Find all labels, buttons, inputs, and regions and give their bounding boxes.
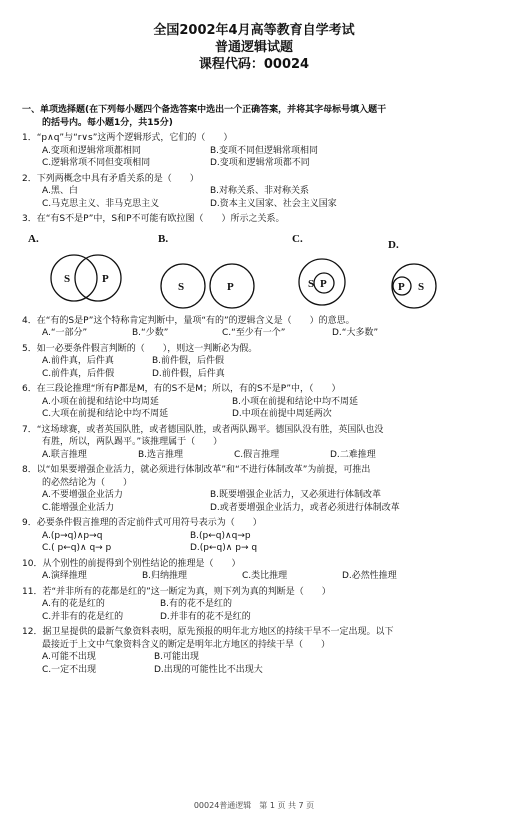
option-b: B.小项在前提和结论中均不周延	[232, 396, 359, 407]
question-1	[22, 132, 492, 170]
question-stem: 7．“这场球赛，或者英国队胜，或者德国队胜，或者两队踢平。德国队没有胜，英国队也没	[22, 424, 384, 435]
option-d: D.(p←q)∧ p→ q	[190, 543, 258, 553]
question-7	[22, 424, 492, 462]
option-b: B.有的花不是红的	[160, 599, 233, 609]
diagram-c-label: C.	[292, 232, 303, 245]
option-d: D.“大多数”	[332, 328, 379, 338]
option-a: A.有的花是红的	[42, 599, 105, 609]
question-stem: 12．据卫星提供的最新气象资料表明，原先预报的明年北方地区的持续干旱不一定出现。以下	[22, 627, 394, 637]
option-d: D.必然性推理	[342, 571, 397, 581]
question-5	[22, 343, 492, 381]
option-a: A.(p→q)∧p→q	[42, 530, 103, 541]
euler-diagrams-svg	[22, 230, 492, 312]
diagram-a-circle-s	[51, 255, 97, 301]
euler-diagrams	[22, 230, 492, 312]
question-stem: 11．若“并非所有的花都是红的”这一断定为真，则下列为真的判断是（ ）	[22, 586, 331, 597]
question-stem-continued: 有胜，所以，两队踢平。”该推理属于（ ）	[42, 437, 223, 447]
diagram-d-s: S	[418, 280, 425, 293]
option-b: B.可能出现	[154, 652, 200, 662]
question-stem-continued: 最接近于上文中气象资料含义的断定是明年北方地区的持续干旱（ ）	[42, 639, 331, 650]
option-a: A.可能不出现	[42, 652, 96, 662]
option-b: B.选言推理	[138, 449, 184, 460]
question-stem: 5．如一必要条件假言判断的（ ），则这一判断必为假。	[22, 343, 258, 354]
course-code: 课程代码：00024	[198, 57, 310, 72]
question-stem: 10．从个别性的前提得到个别性结论的推理是（ ）	[22, 558, 241, 569]
option-d: D.前件假，后件真	[152, 368, 225, 379]
diagram-d-p: P	[398, 280, 405, 293]
option-b: B.归纳推理	[142, 571, 188, 581]
diagram-b-label: B.	[158, 232, 169, 245]
question-stem: 9．必要条件假言推理的否定前件式可用符号表示为（ ）	[22, 518, 262, 528]
question-stem-continued: 的必然结论为（ ）	[42, 477, 133, 488]
question-stem: 6．在三段论推理“所有P都是M，有的S不是M；所以，有的S不是P”中，（ ）	[22, 384, 341, 394]
diagram-b-s: S	[178, 280, 185, 293]
option-d: D.二难推理	[330, 449, 376, 460]
question-9	[22, 517, 492, 555]
option-c: C.( p←q)∧ q→ p	[42, 543, 112, 553]
option-b: B.(p←q)∧q→p	[190, 530, 251, 541]
diagram-a-label: A.	[28, 232, 39, 245]
diagram-a-circle-p	[75, 255, 121, 301]
option-d: D.变项和逻辑常项都不同	[210, 158, 310, 168]
option-b: B.既要增强企业活力，又必须进行体制改革	[210, 490, 382, 500]
option-c: C.马克思主义、非马克思主义	[42, 198, 160, 209]
question-6	[22, 383, 492, 421]
option-c: C.一定不出现	[42, 664, 97, 675]
option-a: A.黑、白	[42, 186, 78, 196]
diagram-a-p: P	[102, 272, 109, 285]
option-a: A.前件真，后件真	[42, 356, 114, 366]
option-a: A.不要增强企业活力	[42, 490, 123, 500]
diagram-c-s: S	[308, 277, 315, 290]
option-d: D.资本主义国家、社会主义国家	[210, 198, 337, 209]
option-a: A.联言推理	[42, 449, 87, 460]
option-c: C.前件真，后件假	[42, 368, 115, 379]
option-b: B.“少数”	[132, 328, 169, 338]
page-footer: 00024普通逻辑 第 1 页 共 7 页	[193, 801, 315, 810]
question-4	[22, 315, 492, 340]
diagram-c-p: P	[320, 277, 327, 290]
question-10	[22, 558, 492, 583]
option-a: A.“一部分”	[42, 328, 88, 338]
section-title-continued: 的括号内。每小题1分，共15分)	[42, 117, 173, 128]
option-c: C.假言推理	[234, 449, 280, 460]
question-stem: 3．在“有S不是P”中，S和P不可能有欧拉图（ ）所示之关系。	[22, 214, 285, 224]
question-11	[22, 586, 492, 624]
option-d: D.出现的可能性比不出现大	[154, 664, 263, 675]
option-a: A.演绎推理	[42, 571, 87, 581]
diagram-a-s: S	[64, 272, 71, 285]
question-stem: 1．“p∧q”与“r∨s”这两个逻辑形式，它们的（ ）	[22, 133, 233, 143]
question-stem: 2．下列两概念中具有矛盾关系的是（ ）	[22, 173, 199, 184]
option-c: C.并非有的花是红的	[42, 611, 124, 622]
option-c: C.逻辑常项不同但变项相同	[42, 158, 151, 168]
option-c: C.能增强企业活力	[42, 502, 115, 513]
option-b: B.变项不同但逻辑常项相同	[210, 145, 319, 156]
option-b: B.对称关系、非对称关系	[210, 186, 310, 196]
subject-title: 普通逻辑试题	[214, 40, 293, 55]
question-stem: 8．以“如果要增强企业活力，就必须进行体制改革”和“不进行体制改革”为前提，可推出	[22, 465, 371, 475]
question-stem: 4．在“有的S是P”这个特称肯定判断中，量项“有的”的逻辑含义是（ ）的意思。	[22, 315, 355, 326]
option-d: D.并非有的花不是红的	[160, 611, 251, 622]
option-b: B.前件假，后件假	[152, 356, 225, 366]
question-2	[22, 173, 492, 211]
section-title: 一、单项选择题(在下列每小题四个备选答案中选出一个正确答案，并将其字母标号填入题干	[22, 105, 387, 115]
option-a: A.小项在前提和结论中均周延	[42, 396, 159, 407]
exam-body	[22, 104, 492, 676]
question-3	[22, 213, 492, 312]
exam-page	[0, 22, 508, 819]
exam-title: 全国2002年4月高等教育自学考试	[153, 23, 355, 38]
option-c: C.大项在前提和结论中均不周延	[42, 409, 169, 419]
option-c: C.“至少有一个”	[222, 328, 286, 338]
option-a: A.变项和逻辑常项都相同	[42, 145, 141, 156]
question-12	[22, 626, 492, 676]
question-8	[22, 464, 492, 514]
diagram-d-label: D.	[388, 238, 399, 251]
option-d: D.中项在前提中周延两次	[232, 409, 332, 419]
option-c: C.类比推理	[242, 571, 288, 581]
option-d: D.或者要增强企业活力，或者必须进行体制改革	[210, 502, 400, 513]
diagram-b-p: P	[227, 280, 234, 293]
